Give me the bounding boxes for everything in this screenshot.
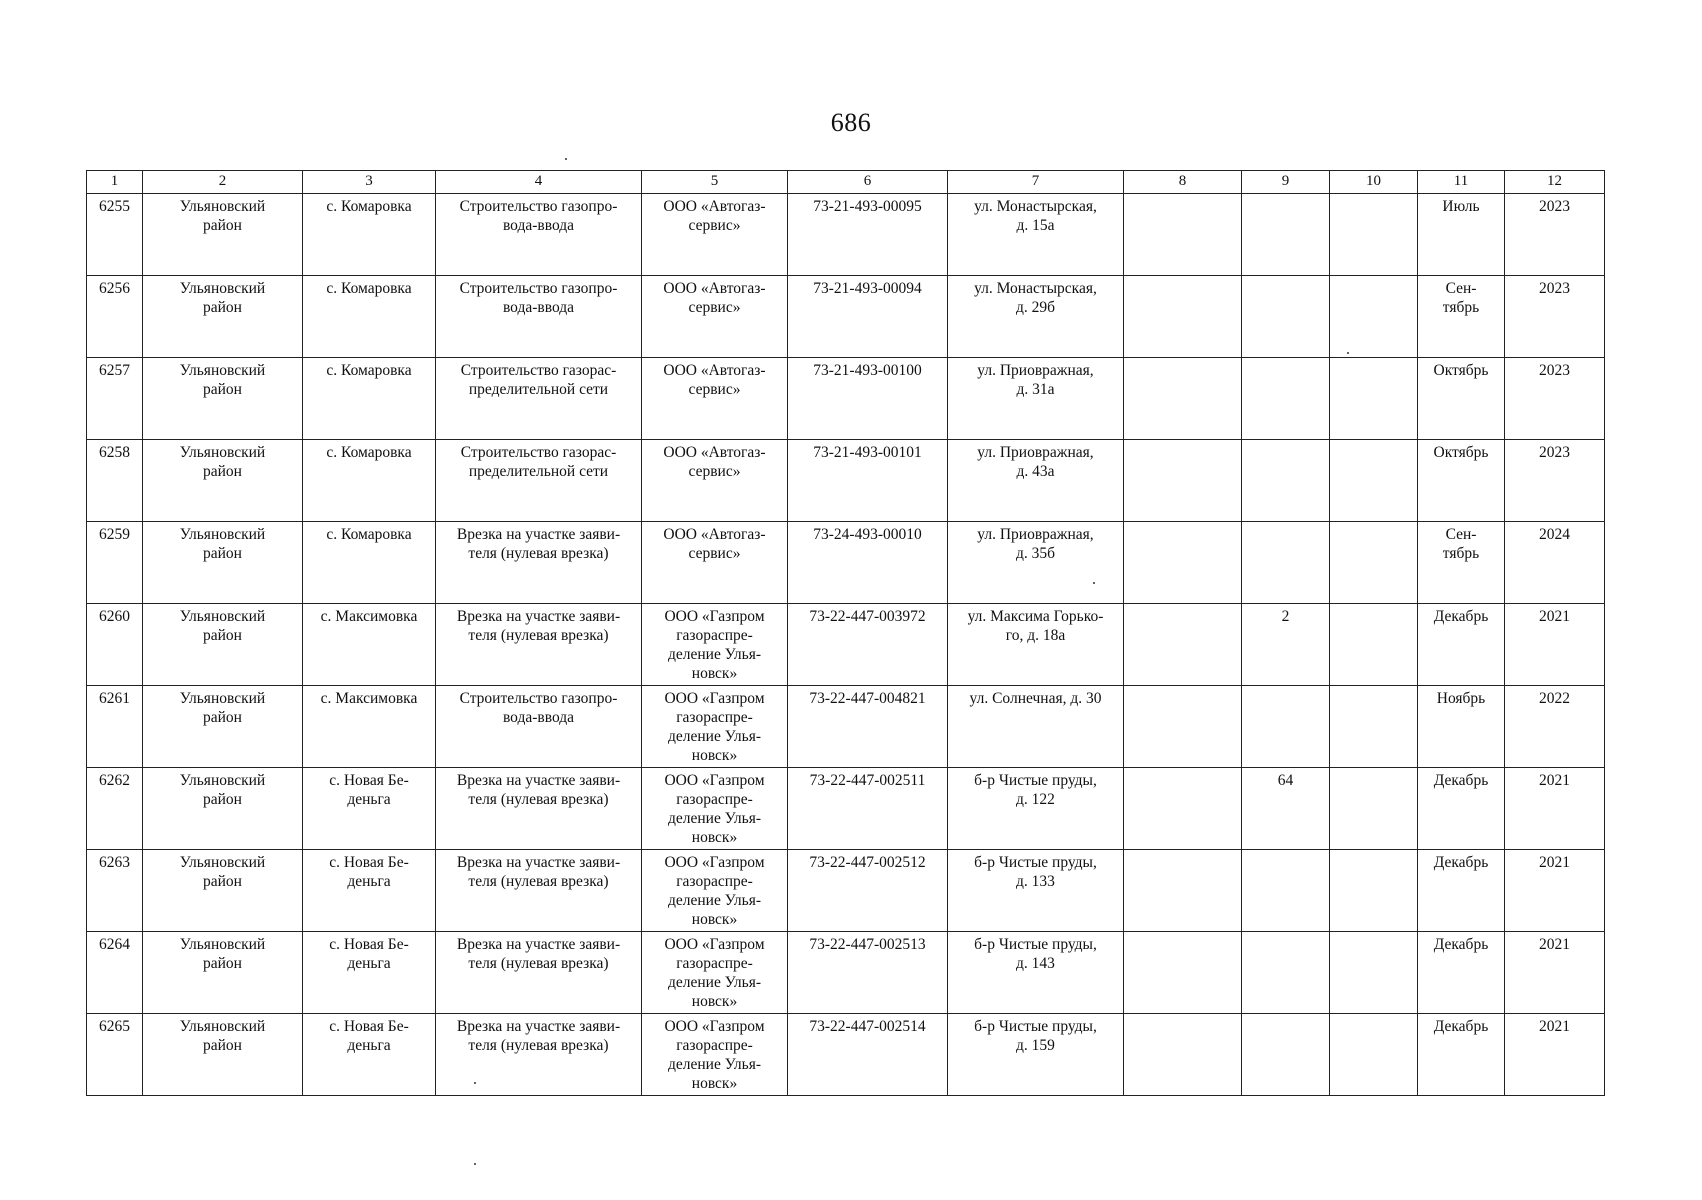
cell-col-9 [1242,194,1330,276]
cell-col-10 [1330,522,1418,604]
cell-work-type: Врезка на участке заяви- теля (нулевая врезка) [436,604,642,686]
table-row [87,522,1605,604]
cell-address: б-р Чистые пруды, д. 159 [948,1014,1124,1096]
table-row [87,276,1605,358]
cell-month: Декабрь [1418,768,1505,850]
table-row [87,194,1605,276]
cell-col-10 [1330,604,1418,686]
cell-object-code: 73-24-493-00010 [788,522,948,604]
cell-organization: ООО «Газпром газораспре- деление Улья- новск» [642,932,788,1014]
header-row [87,171,1605,194]
cell-address: ул. Приовражная, д. 35б [948,522,1124,604]
cell-col-8 [1124,440,1242,522]
cell-year: 2023 [1505,440,1605,522]
cell-month: Сен- тябрь [1418,276,1505,358]
cell-work-type: Строительство газорас- пределительной сети [436,440,642,522]
cell-row-number: 6258 [87,440,143,522]
cell-district: Ульяновский район [143,440,303,522]
column-header: 7 [948,171,1124,194]
cell-col-8 [1124,1014,1242,1096]
cell-col-8 [1124,850,1242,932]
cell-col-9: 2 [1242,604,1330,686]
cell-object-code: 73-22-447-002511 [788,768,948,850]
cell-year: 2021 [1505,932,1605,1014]
cell-col-9 [1242,440,1330,522]
table-row [87,604,1605,686]
cell-district: Ульяновский район [143,358,303,440]
cell-month: Сен- тябрь [1418,522,1505,604]
scan-speck [565,158,567,160]
cell-district: Ульяновский район [143,850,303,932]
cell-month: Декабрь [1418,1014,1505,1096]
registry-table [86,170,1605,1096]
cell-col-8 [1124,276,1242,358]
cell-settlement: с. Новая Бе- деньга [303,932,436,1014]
cell-row-number: 6261 [87,686,143,768]
cell-address: ул. Монастырская, д. 15а [948,194,1124,276]
page-number: 686 [830,108,872,137]
cell-work-type: Строительство газорас- пределительной сети [436,358,642,440]
cell-work-type: Врезка на участке заяви- теля (нулевая врезка) [436,850,642,932]
cell-month: Июль [1418,194,1505,276]
cell-row-number: 6260 [87,604,143,686]
cell-object-code: 73-21-493-00095 [788,194,948,276]
cell-address: б-р Чистые пруды, д. 122 [948,768,1124,850]
cell-col-8 [1124,358,1242,440]
cell-col-10 [1330,1014,1418,1096]
cell-col-8 [1124,522,1242,604]
cell-settlement: с. Комаровка [303,194,436,276]
cell-object-code: 73-22-447-004821 [788,686,948,768]
table-row [87,358,1605,440]
column-header: 10 [1330,171,1418,194]
cell-district: Ульяновский район [143,768,303,850]
column-header: 8 [1124,171,1242,194]
cell-object-code: 73-22-447-002512 [788,850,948,932]
table-row [87,1014,1605,1096]
cell-col-10 [1330,358,1418,440]
cell-year: 2021 [1505,850,1605,932]
cell-district: Ульяновский район [143,276,303,358]
cell-settlement: с. Новая Бе- деньга [303,850,436,932]
cell-work-type: Строительство газопро- вода-ввода [436,194,642,276]
cell-row-number: 6255 [87,194,143,276]
cell-work-type: Врезка на участке заяви- теля (нулевая врезка) [436,932,642,1014]
column-header: 11 [1418,171,1505,194]
cell-col-8 [1124,768,1242,850]
cell-row-number: 6263 [87,850,143,932]
cell-settlement: с. Комаровка [303,440,436,522]
table-row [87,932,1605,1014]
cell-address: б-р Чистые пруды, д. 143 [948,932,1124,1014]
cell-month: Декабрь [1418,604,1505,686]
cell-col-8 [1124,686,1242,768]
cell-organization: ООО «Автогаз- сервис» [642,440,788,522]
cell-address: ул. Приовражная, д. 43а [948,440,1124,522]
cell-organization: ООО «Газпром газораспре- деление Улья- новск» [642,1014,788,1096]
cell-col-8 [1124,604,1242,686]
cell-district: Ульяновский район [143,1014,303,1096]
cell-organization: ООО «Автогаз- сервис» [642,522,788,604]
cell-organization: ООО «Автогаз- сервис» [642,194,788,276]
cell-col-9 [1242,522,1330,604]
cell-settlement: с. Максимовка [303,604,436,686]
cell-object-code: 73-21-493-00094 [788,276,948,358]
cell-col-10 [1330,194,1418,276]
cell-col-8 [1124,932,1242,1014]
cell-district: Ульяновский район [143,932,303,1014]
cell-year: 2023 [1505,358,1605,440]
cell-organization: ООО «Автогаз- сервис» [642,276,788,358]
column-header: 5 [642,171,788,194]
cell-organization: ООО «Газпром газораспре- деление Улья- новск» [642,604,788,686]
cell-work-type: Строительство газопро- вода-ввода [436,686,642,768]
cell-district: Ульяновский район [143,686,303,768]
cell-address: ул. Приовражная, д. 31а [948,358,1124,440]
cell-row-number: 6264 [87,932,143,1014]
table-row [87,686,1605,768]
cell-row-number: 6262 [87,768,143,850]
cell-col-9 [1242,358,1330,440]
cell-address: ул. Солнечная, д. 30 [948,686,1124,768]
cell-work-type: Врезка на участке заяви- теля (нулевая врезка) [436,1014,642,1096]
cell-col-10 [1330,932,1418,1014]
cell-month: Октябрь [1418,358,1505,440]
cell-col-9 [1242,276,1330,358]
column-header: 4 [436,171,642,194]
cell-year: 2021 [1505,1014,1605,1096]
cell-month: Декабрь [1418,932,1505,1014]
cell-district: Ульяновский район [143,604,303,686]
cell-organization: ООО «Газпром газораспре- деление Улья- новск» [642,686,788,768]
column-header: 9 [1242,171,1330,194]
column-header: 6 [788,171,948,194]
table-row [87,440,1605,522]
cell-year: 2021 [1505,604,1605,686]
cell-settlement: с. Новая Бе- деньга [303,768,436,850]
cell-work-type: Врезка на участке заяви- теля (нулевая врезка) [436,768,642,850]
cell-col-9 [1242,932,1330,1014]
cell-month: Октябрь [1418,440,1505,522]
column-header: 2 [143,171,303,194]
cell-settlement: с. Комаровка [303,276,436,358]
cell-object-code: 73-22-447-003972 [788,604,948,686]
cell-address: б-р Чистые пруды, д. 133 [948,850,1124,932]
cell-col-9 [1242,1014,1330,1096]
cell-col-9 [1242,850,1330,932]
cell-col-9 [1242,686,1330,768]
cell-year: 2021 [1505,768,1605,850]
cell-row-number: 6259 [87,522,143,604]
cell-col-10 [1330,768,1418,850]
scan-speck [474,1163,476,1165]
cell-year: 2022 [1505,686,1605,768]
cell-district: Ульяновский район [143,194,303,276]
cell-col-10 [1330,686,1418,768]
column-header: 1 [87,171,143,194]
cell-month: Декабрь [1418,850,1505,932]
cell-settlement: с. Новая Бе- деньга [303,1014,436,1096]
cell-year: 2024 [1505,522,1605,604]
cell-object-code: 73-21-493-00100 [788,358,948,440]
column-header: 3 [303,171,436,194]
cell-settlement: с. Комаровка [303,522,436,604]
cell-work-type: Строительство газопро- вода-ввода [436,276,642,358]
column-header: 12 [1505,171,1605,194]
table-row [87,850,1605,932]
cell-organization: ООО «Газпром газораспре- деление Улья- новск» [642,850,788,932]
cell-row-number: 6265 [87,1014,143,1096]
cell-col-8 [1124,194,1242,276]
cell-settlement: с. Максимовка [303,686,436,768]
cell-object-code: 73-21-493-00101 [788,440,948,522]
cell-col-9: 64 [1242,768,1330,850]
table-body [87,194,1605,1096]
cell-year: 2023 [1505,194,1605,276]
cell-work-type: Врезка на участке заяви- теля (нулевая врезка) [436,522,642,604]
cell-col-10 [1330,850,1418,932]
cell-district: Ульяновский район [143,522,303,604]
cell-object-code: 73-22-447-002514 [788,1014,948,1096]
cell-address: ул. Монастырская, д. 29б [948,276,1124,358]
cell-row-number: 6257 [87,358,143,440]
cell-object-code: 73-22-447-002513 [788,932,948,1014]
cell-year: 2023 [1505,276,1605,358]
cell-organization: ООО «Газпром газораспре- деление Улья- новск» [642,768,788,850]
cell-settlement: с. Комаровка [303,358,436,440]
cell-month: Ноябрь [1418,686,1505,768]
table-row [87,768,1605,850]
cell-row-number: 6256 [87,276,143,358]
cell-address: ул. Максима Горько- го, д. 18а [948,604,1124,686]
cell-col-10 [1330,440,1418,522]
cell-col-10 [1330,276,1418,358]
cell-organization: ООО «Автогаз- сервис» [642,358,788,440]
